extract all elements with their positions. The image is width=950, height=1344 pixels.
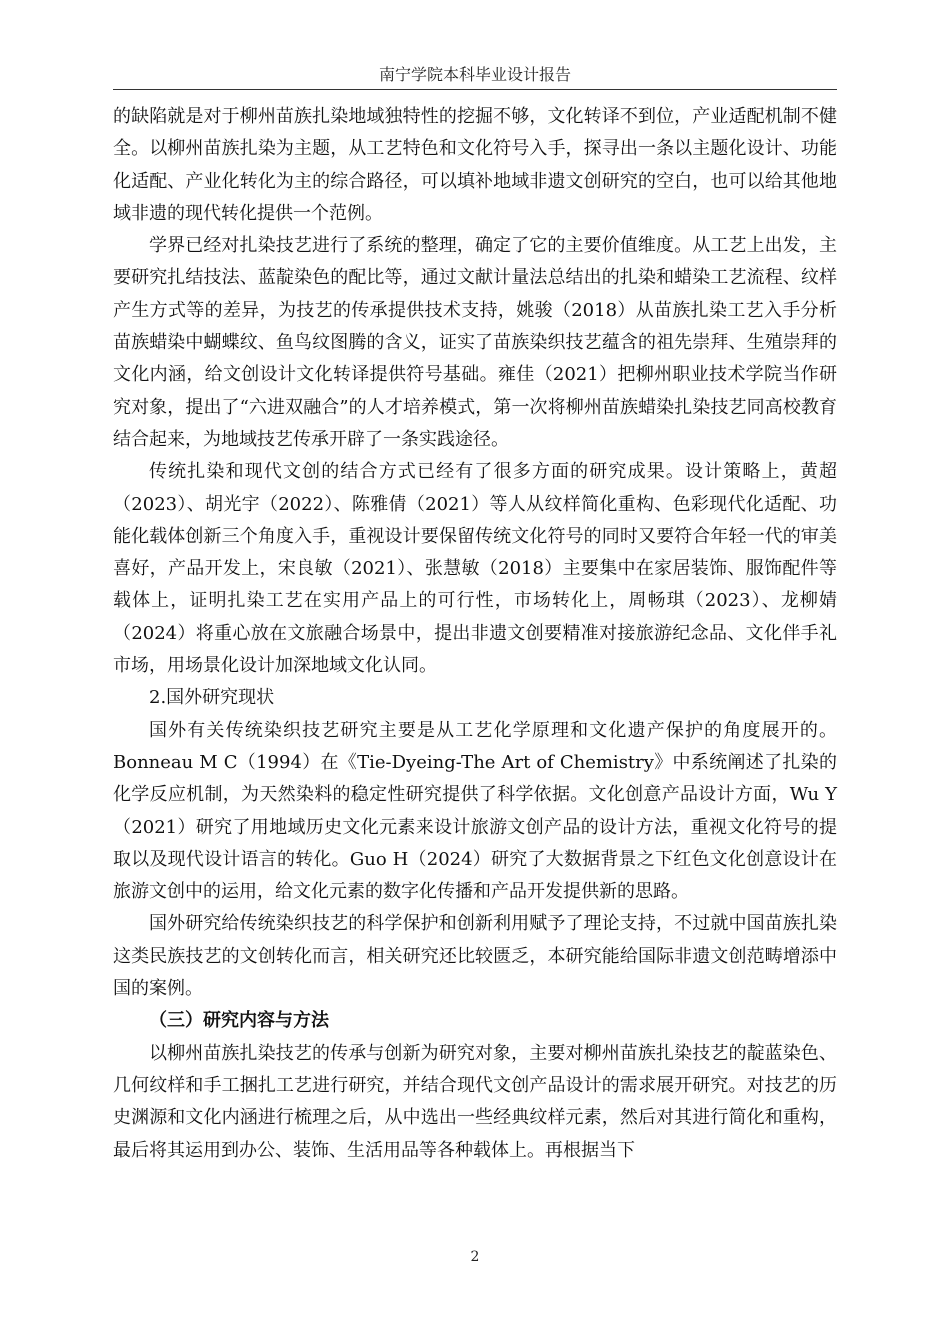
paragraph-domestic-research-craft: 学界已经对扎染技艺进行了系统的整理，确定了它的主要价值维度。从工艺上出发，主要研究扎结技法、蓝靛染色的配比等，通过文献计量法总结出的扎染和蜡染工艺流程、纹样产生方式等的差异，为技艺的传承提供技术支持，姚骏（2018）从苗族扎染工艺入手分析苗族蜡染中蝴蝶纹、鱼鸟纹图腾的含义，证实了苗族染织技艺蕴含的祖先崇拜、生殖崇拜的文化内涵，给文创设计文化转译提供符号基础。雍佳（2021）把柳州职业技术学院当作研究对象，提出了“六进双融合”的人才培养模式，第一次将柳州苗族蜡染扎染技艺同高校教育结合起来，为地域技艺传承开辟了一条实践途径。 — [113, 235, 837, 450]
header-rule — [113, 89, 837, 90]
paragraph-foreign-research: 国外有关传统染织技艺研究主要是从工艺化学原理和文化遗产保护的角度展开的。Bonneau M C（1994）在《Tie-Dyeing-The Art of Chemistry》中系统阐述了扎染的化学反应机制，为天然染料的稳定性研究提供了科学依据。文化创意产品设计方面，Wu Y（2021）研究了用地域历史文化元素来设计旅游文创产品的设计方法，重视文化符号的提取以及现代设计语言的转化。Guo H（2024）研究了大数据背景之下红色文化创意设计在旅游文创中的运用，给文化元素的数字化传播和产品开发提供新的思路。 — [113, 719, 837, 903]
document-body — [113, 101, 837, 1167]
paragraph-domestic-research-design: 传统扎染和现代文创的结合方式已经有了很多方面的研究成果。设计策略上，黄超（2023）、胡光宇（2022）、陈雅倩（2021）等人从纹样简化重构、色彩现代化适配、功能化载体创新三个角度入手，重视设计要保留传统文化符号的同时又要符合年轻一代的审美喜好，产品开发上，宋良敏（2021）、张慧敏（2018）主要集中在家居装饰、服饰配件等载体上，证明扎染工艺在实用产品上的可行性，市场转化上，周畅琪（2023）、龙柳婧（2024）将重心放在文旅融合场景中，提出非遗文创要精准对接旅游纪念品、文化伴手礼市场，用场景化设计加深地域文化认同。 — [113, 461, 837, 677]
page-header: 南宁学院本科毕业设计报告 — [378, 65, 571, 84]
page-number: 2 — [470, 1249, 480, 1265]
section-heading-research-content: （三）研究内容与方法 — [149, 1010, 329, 1032]
paragraph-foreign-research-summary: 国外研究给传统染织技艺的科学保护和创新利用赋予了理论支持，不过就中国苗族扎染这类民族技艺的文创转化而言，相关研究还比较匮乏，本研究能给国际非遗文创范畴增添中国的案例。 — [113, 913, 837, 1000]
section-heading-foreign-research: 2.国外研究现状 — [149, 687, 275, 709]
paragraph-continuation: 的缺陷就是对于柳州苗族扎染地域独特性的挖掘不够，文化转译不到位，产业适配机制不健全。以柳州苗族扎染为主题，从工艺特色和文化符号入手，探寻出一条以主题化设计、功能化适配、产业化转化为主的综合路径，可以填补地域非遗文创研究的空白，也可以给其他地域非遗的现代转化提供一个范例。 — [113, 106, 837, 224]
paragraph-research-content: 以柳州苗族扎染技艺的传承与创新为研究对象，主要对柳州苗族扎染技艺的靛蓝染色、几何纹样和手工捆扎工艺进行研究，并结合现代文创产品设计的需求展开研究。对技艺的历史渊源和文化内涵进行梳理之后，从中选出一些经典纹样元素，然后对其进行简化和重构，最后将其运用到办公、装饰、生活用品等各种载体上。再根据当下 — [113, 1042, 837, 1161]
